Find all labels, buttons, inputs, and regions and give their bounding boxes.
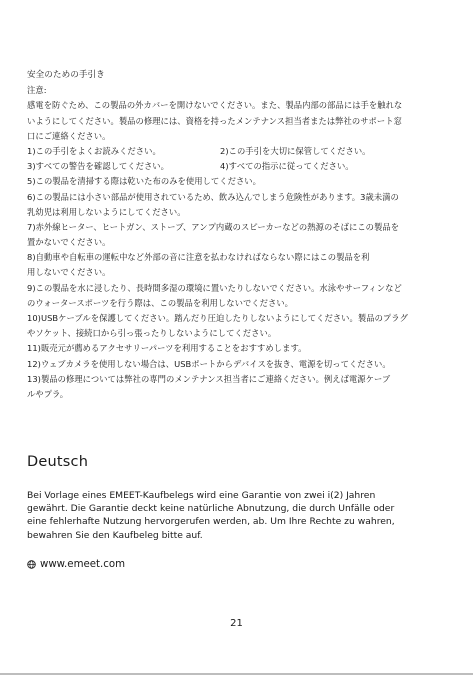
safety-item: 4)すべての指示に従ってください。 — [220, 161, 354, 172]
safety-item: のウォータースポーツを行う際は、この製品を利用しないでください。 — [27, 297, 294, 308]
page-number: 21 — [230, 618, 243, 629]
website-link[interactable] — [27, 559, 125, 570]
safety-paragraph-line: 感電を防ぐため、この製品の外カバーを開けないでください。また、製品内部の部品には手を触れな — [27, 100, 403, 111]
safety-item: 用しないでください。 — [27, 267, 111, 278]
safety-item-pair — [27, 144, 437, 159]
website-url[interactable]: www.emeet.com — [40, 559, 126, 570]
globe-icon — [27, 560, 36, 569]
german-heading: Deutsch — [27, 454, 89, 470]
safety-item: 5)この製品を清掃する際は乾いた布のみを使用してください。 — [27, 176, 261, 187]
safety-item: ルやプラ。 — [27, 388, 69, 399]
german-warranty-paragraph — [27, 489, 447, 542]
safety-item: 8)自動車や自転車の運転中など外部の音に注意を払わなければならない際にはこの製品を利 — [27, 252, 370, 263]
safety-paragraph-line: 口にご連絡ください。 — [27, 130, 111, 141]
safety-item: 2)この手引を大切に保管してください。 — [220, 145, 371, 156]
warranty-line: bewahren Sie den Kaufbeleg bitte auf. — [27, 529, 203, 541]
safety-item: 11)販売元が薦めるアクセサリーパーツを利用することをおすすめします。 — [27, 343, 307, 354]
safety-item: 置かないでください。 — [27, 237, 111, 248]
safety-item: 10)USBケーブルを保護してください。踏んだり圧迫したりしないようにしてください。製品のプラグ — [27, 313, 408, 323]
safety-item: 9)この製品を水に浸したり、長時間多湿の環境に置いたりしないでください。水泳やサーフィンなど — [27, 282, 402, 293]
safety-item: 6)この製品には小さい部品が使用されているため、飲み込んでしまう危険性があります。3歳未満の — [27, 191, 399, 202]
warranty-line: eine fehlerhafte Nutzung hervorgerufen werden, ab. Um Ihre Rechte zu wahren, — [27, 516, 395, 528]
safety-item: 乳幼児は利用しないようにしてください。 — [27, 206, 186, 217]
safety-item: 3)すべての警告を確認してください。 — [27, 161, 170, 172]
safety-paragraph-line: いようにしてください。製品の修理には、資格を持ったメンテナンス担当者または弊社のサポート窓 — [27, 115, 402, 126]
warranty-line: gewährt. Die Garantie deckt keine natürliche Abnutzung, die durch Unfälle oder — [27, 503, 395, 515]
safety-item-pair — [27, 159, 437, 174]
japanese-safety-section — [27, 68, 437, 402]
safety-item: 12)ウェブカメラを使用しない場合は、USBポートからデバイスを抜き、電源を切ってください。 — [27, 358, 391, 369]
safety-item: 1)この手引をよくお読みください。 — [27, 145, 161, 156]
safety-item: 13)製品の修理については弊社の専門のメンテナンス担当者にご連絡ください。例えば電源ケーブ — [27, 373, 391, 384]
safety-title: 安全のための手引き — [27, 70, 105, 80]
warranty-line: Bei Vorlage eines EMEET-Kaufbelegs wird eine Garantie von zwei i(2) Jahren — [27, 490, 376, 501]
safety-item: 7)赤外線ヒーター、ヒートガン、ストーブ、アンプ内蔵のスピーカーなどの熱源のそばにこの製品を — [27, 221, 400, 232]
safety-item: やソケット、接続口から引っ張ったりしないようにしてください。 — [27, 328, 277, 339]
note-label: 注意: — [27, 85, 47, 96]
